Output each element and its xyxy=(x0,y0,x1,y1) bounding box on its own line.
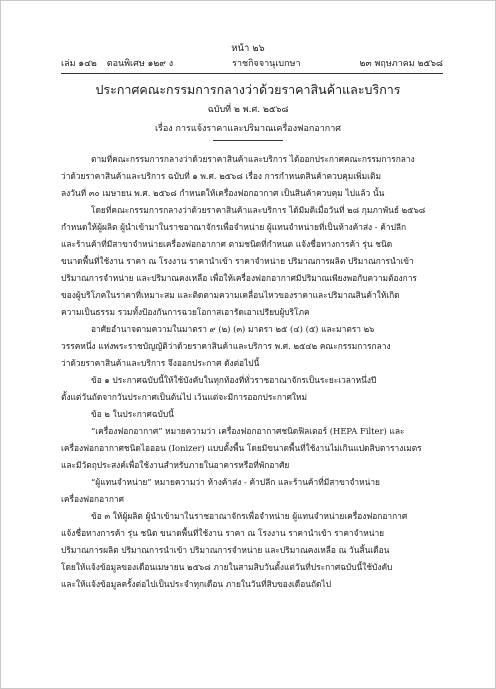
body-line: ของผู้บริโภคในราคาที่เหมาะสม และติดตามความเคลื่อนไหวของราคาและปริมาณสินค้าให้เกิด xyxy=(61,290,400,300)
body-line: และให้แจ้งข้อมูลครั้งต่อไปเป็นประจำทุกเดือน ภายในวันที่สิบของเดือนถัดไป xyxy=(61,579,332,589)
header-left xyxy=(61,56,173,70)
body-line: ขนาดพื้นที่ใช้งาน ราคา ณ โรงงาน ราคานำเข้า ราคาจำหน่าย ปริมาณการผลิต ปริมาณการนำเข้า xyxy=(61,256,414,266)
body-line: วรรคหนึ่ง แห่งพระราชบัญญัติว่าด้วยราคาสินค้าและบริการ พ.ศ. ๒๕๔๒ คณะกรรมการกลาง xyxy=(61,341,391,351)
volume-label: เล่ม ๑๔๒ xyxy=(61,59,97,69)
body-line: ลงวันที่ ๓๐ เมษายน พ.ศ. ๒๕๖๘ กำหนดให้เครื่องฟอกอากาศ เป็นสินค้าควบคุม ไปแล้ว นั้น xyxy=(61,188,385,198)
body-line: แจ้งชื่อทางการค้า รุ่น ชนิด ขนาดพื้นที่ใช้งาน ราคา ณ โรงงาน ราคานำเข้า ราคาจำหน่าย xyxy=(61,528,385,538)
body-line: และร้านค้าที่มีสาขาจำหน่ายเครื่องฟอกอากาศ ตามชนิดที่กำหนด แจ้งชื่อทางการค้า รุ่น ชนิด xyxy=(61,239,393,249)
body-line: อาศัยอำนาจตามความในมาตรา ๙ (๒) (๓) มาตรา ๒๕ (๔) (๕) และมาตรา ๒๖ xyxy=(91,324,375,334)
announcement-body xyxy=(61,151,443,593)
paragraph-resolution xyxy=(61,202,443,321)
header-date: ๒๓ พฤษภาคม ๒๕๖๘ xyxy=(359,59,443,69)
body-line: ข้อ ๒ ในประกาศฉบับนี้ xyxy=(91,409,174,419)
title-divider xyxy=(213,140,283,141)
body-line: ข้อ ๓ ให้ผู้ผลิต ผู้นำเข้ามาในราชอาณาจักรเพื่อจำหน่าย ผู้แทนจำหน่ายเครื่องฟอกอากาศ xyxy=(91,511,408,521)
body-line: ตามที่คณะกรรมการกลางว่าด้วยราคาสินค้าและบริการ ได้ออกประกาศคณะกรรมการกลาง xyxy=(91,154,415,164)
body-line: โดยให้แจ้งข้อมูลของเดือนเมษายน ๒๕๖๘ ภายในสามสิบวันตั้งแต่วันที่ประกาศฉบับนี้ใช้บังคับ xyxy=(61,562,393,572)
clause-2 xyxy=(61,406,443,423)
body-line: ข้อ ๑ ประกาศฉบับนี้ให้ใช้บังคับในทุกท้องที่ทั่วราชอาณาจักรเป็นระยะเวลาหนึ่งปี xyxy=(91,375,377,385)
body-line: เครื่องฟอกอากาศชนิดไอออน (Ionizer) แบบตั้งพื้น โดยมีขนาดพื้นที่ใช้งานไม่เกินแปดสิบตารางเมตร xyxy=(61,443,422,453)
clause-3 xyxy=(61,508,443,593)
body-line: กำหนดให้ผู้ผลิต ผู้นำเข้ามาในราชอาณาจักรเพื่อจำหน่าย ผู้แทนจำหน่ายที่เป็นห้างค้าส่ง - ค้าปลีก xyxy=(61,222,407,232)
body-line: ตั้งแต่วันถัดจากวันประกาศเป็นต้นไป เว้นแต่จะมีการออกประกาศใหม่ xyxy=(61,392,308,402)
announcement-subject: เรื่อง การแจ้งราคาและปริมาณเครื่องฟอกอากาศ xyxy=(154,124,341,134)
special-issue-label: ตอนพิเศษ ๑๒๙ ง xyxy=(106,59,174,69)
body-line: ความเป็นธรรม รวมทั้งป้องกันการฉวยโอกาสเอารัดเอาเปรียบผู้บริโภค xyxy=(61,307,310,317)
body-line: เครื่องฟอกอากาศ xyxy=(61,494,124,504)
body-line: ปริมาณการจำหน่าย และปริมาณคงเหลือ เพื่อให้เครื่องฟอกอากาศมีปริมาณเพียงพอกับความต้องการ xyxy=(61,273,417,283)
header-gazette: ราชกิจจานุเบกษา xyxy=(232,59,301,69)
definition-distributor xyxy=(61,474,443,508)
clause-1 xyxy=(61,372,443,406)
paragraph-preamble xyxy=(61,151,443,202)
body-line: “เครื่องฟอกอากาศ” หมายความว่า เครื่องฟอกอากาศชนิดฟิลเตอร์ (HEPA Filter) และ xyxy=(91,426,405,436)
body-line: ว่าด้วยราคาสินค้าและบริการ ฉบับที่ ๑ พ.ศ. ๒๕๖๘ เรื่อง การกำหนดสินค้าควบคุมเพิ่มเติม xyxy=(61,171,381,181)
announcement-title: ประกาศคณะกรรมการกลางว่าด้วยราคาสินค้าและบริการ xyxy=(95,82,401,97)
paragraph-authority xyxy=(61,321,443,372)
body-line: ปริมาณการผลิต ปริมาณการนำเข้า ปริมาณการจำหน่าย และปริมาณคงเหลือ ณ วันสิ้นเดือน xyxy=(61,545,390,555)
gazette-header xyxy=(61,56,443,74)
definition-air-purifier xyxy=(61,423,443,474)
page-number: หน้า ๒๖ xyxy=(231,43,265,54)
body-line: โดยที่คณะกรรมการกลางว่าด้วยราคาสินค้าและบริการ ได้มีมติเมื่อวันที่ ๒๘ กุมภาพันธ์ ๒๕๖๘ xyxy=(91,205,426,215)
body-line: และมีวัตถุประสงค์เพื่อใช้งานสำหรับภายในอาคารหรือที่พักอาศัย xyxy=(61,460,290,470)
body-line: “ผู้แทนจำหน่าย” หมายความว่า ห้างค้าส่ง - ค้าปลีก และร้านค้าที่มีสาขาจำหน่าย xyxy=(91,477,380,487)
body-line: ว่าด้วยราคาสินค้าและบริการ จึงออกประกาศ ดังต่อไปนี้ xyxy=(61,358,260,368)
announcement-issue: ฉบับที่ ๒ พ.ศ. ๒๕๖๘ xyxy=(207,105,289,115)
